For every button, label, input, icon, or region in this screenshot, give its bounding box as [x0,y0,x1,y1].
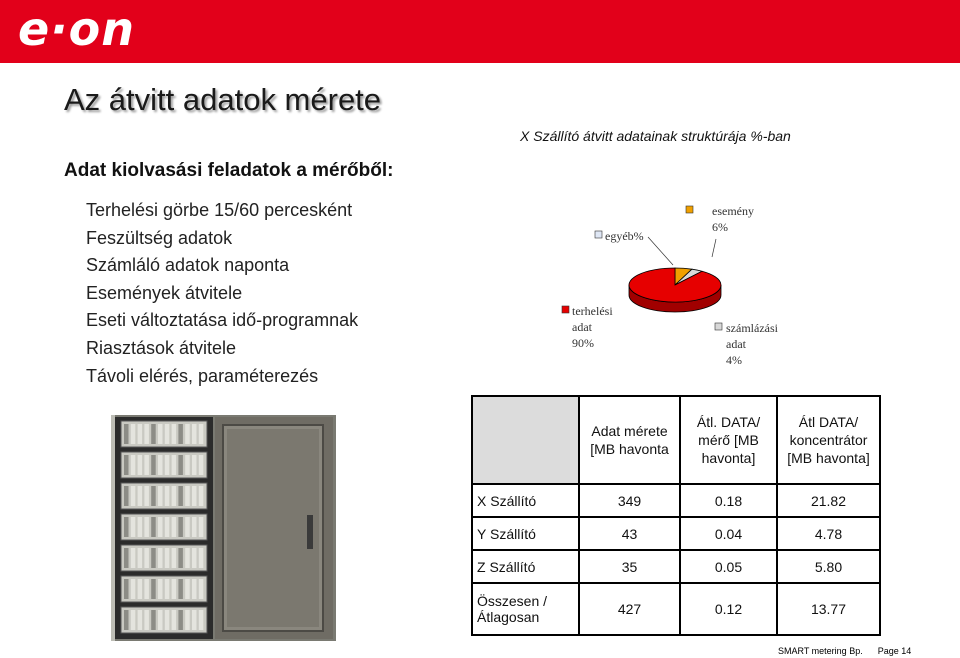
slice-label: egyéb% [605,229,644,243]
list-item: Számláló adatok naponta [86,255,290,276]
table-cell: 0.12 [680,583,777,635]
pie-slice [629,268,721,302]
section-subtitle: Adat kiolvasási feladatok a mérőből: [64,160,394,181]
table-cell: 4.78 [777,517,880,550]
slice-label: 4% [726,353,742,367]
table-row [472,484,880,517]
table-cell: 0.04 [680,517,777,550]
table-row [472,517,880,550]
table-cell: 13.77 [777,583,880,635]
list-item: Eseti változtatása idő-programnak [86,310,359,331]
list-item: Terhelési görbe 15/60 percesként [86,200,353,220]
footer [778,646,911,656]
col-header-size: Adat mérete [MB havonta [579,396,680,484]
table-cell: 0.18 [680,484,777,517]
pie-slices [629,268,721,312]
table-cell: 35 [579,550,680,583]
row-label: Összesen / Átlagosan [472,583,579,635]
legend-swatch [562,306,569,313]
chart-title: X Szállító átvitt adatainak struktúrája %-ban [520,128,791,144]
table-cell: 21.82 [777,484,880,517]
task-list [86,197,358,390]
legend-swatch [715,323,722,330]
table-cell: 349 [579,484,680,517]
slice-label: adat [572,320,592,334]
list-item: Távoli elérés, paraméterezés [86,365,319,386]
leader-line [648,237,673,265]
list-item: Riasztások átvitele [86,337,237,358]
slice-label: adat [726,337,746,351]
col-header-avg-meter: Átl. DATA/ mérő [MB havonta] [680,396,777,484]
pie-chart [540,195,800,375]
list-item: Feszültség adatok [86,227,233,248]
slice-label: esemény [712,204,754,218]
header-bar [0,0,960,63]
table-row [472,583,880,635]
slice-label: 6% [712,220,728,234]
table-row [472,550,880,583]
legend-swatch [595,231,602,238]
slide-title: Az átvitt adatok mérete [64,82,382,117]
slice-label: számlázási [726,321,778,335]
row-label: Y Szállító [472,517,579,550]
table-cell: 0.05 [680,550,777,583]
row-label: Z Szállító [472,550,579,583]
col-header-avg-concentrator: Átl DATA/ koncentrátor [MB havonta] [777,396,880,484]
table-cell: 43 [579,517,680,550]
table-cell: 427 [579,583,680,635]
data-volume-table [471,395,881,636]
eon-logo: e·on [18,2,136,56]
slice-label: 90% [572,336,594,350]
legend-swatch [686,206,693,213]
list-item: Események átvitele [86,282,243,303]
slice-label: terhelési [572,304,613,318]
leader-line [712,239,716,257]
server-rack-photo [111,415,336,641]
table-corner-cell [472,396,579,484]
row-label: X Szállító [472,484,579,517]
footer-text: SMART metering Bp. [778,646,863,656]
page-number: Page 14 [877,646,912,656]
table-cell: 5.80 [777,550,880,583]
